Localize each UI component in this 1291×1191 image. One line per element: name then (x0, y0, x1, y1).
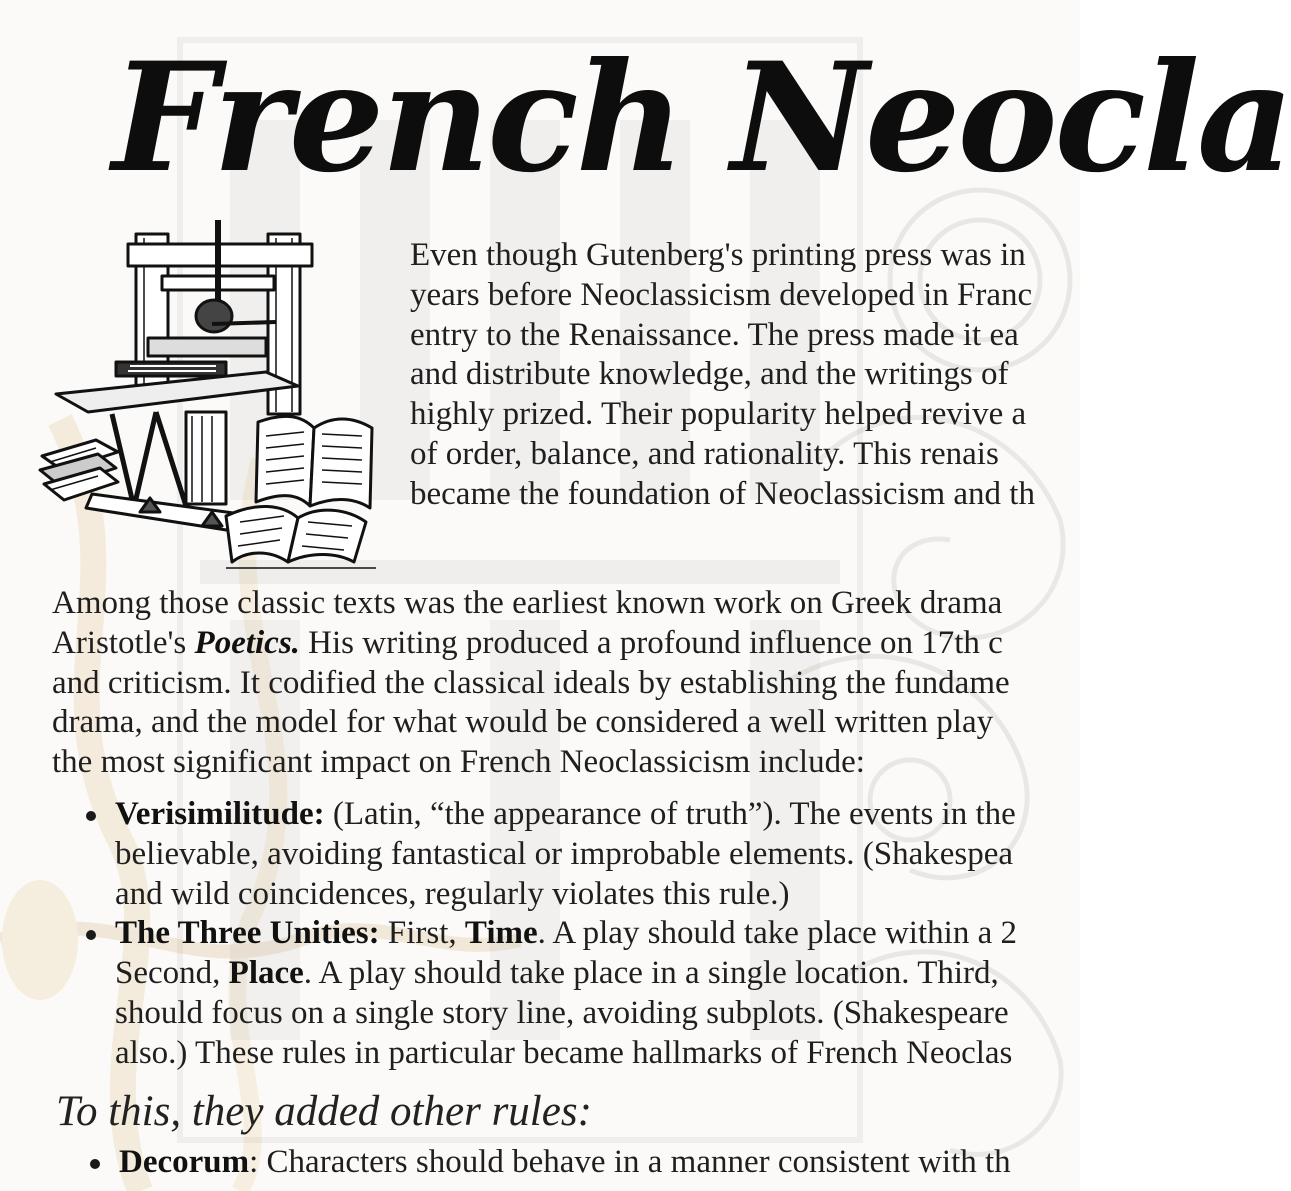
paragraph-line (52, 624, 1010, 664)
list-line: should focus on a single story line, avoiding subplots. (Shakespeare (115, 994, 1009, 1031)
unity-time: Time (464, 915, 538, 952)
paragraph-line: the most significant impact on French Neoclassicism include: (52, 744, 865, 781)
page-title: French Neocla (112, 30, 1291, 206)
list-item-decorum (119, 1143, 1011, 1183)
paragraph-text: His writing produced a profound influence on 17th c (299, 624, 1003, 661)
rule-text: : Characters should behave in a manner consistent with th (249, 1144, 1011, 1180)
bullet-icon (86, 930, 96, 940)
list-line (115, 795, 1017, 835)
rule-text: (Latin, “the appearance of truth”). The events in the (324, 796, 1016, 832)
added-rules-list (119, 1143, 1011, 1183)
rule-term: The Three Unities: (115, 915, 380, 952)
intro-line: highly prized. Their popularity helped revive a (410, 396, 1027, 433)
intro-line: and distribute knowledge, and the writings of (410, 356, 1009, 393)
bullet-icon (90, 1159, 100, 1169)
intro-line: Even though Gutenberg's printing press was in (410, 237, 1026, 273)
bullet-icon (86, 811, 96, 821)
rules-list (115, 795, 1017, 1074)
paragraph-text: Aristotle's (52, 624, 195, 661)
printing-press-illustration (36, 216, 396, 576)
section-subheading: To this, they added other rules: (56, 1088, 592, 1135)
list-line: believable, avoiding fantastical or improbable elements. (Shakespea (115, 835, 1014, 872)
rule-text: . A play should take place in a single location. Third, (303, 955, 999, 992)
list-line (115, 914, 1017, 954)
poetics-paragraph (52, 584, 1010, 783)
list-item-verisimilitude (115, 795, 1017, 914)
paragraph-line: and criticism. It codified the classical ideals by establishing the fundame (52, 664, 1010, 701)
rule-text: Second, (115, 955, 229, 992)
intro-line: became the foundation of Neoclassicism and th (410, 475, 1035, 512)
poetics-title: Poetics. (194, 624, 300, 661)
list-line (115, 954, 1017, 994)
rule-term: Decorum (119, 1144, 250, 1180)
paragraph-line: Among those classic texts was the earliest known work on Greek drama (52, 585, 1003, 621)
intro-line: years before Neoclassicism developed in Franc (410, 276, 1033, 313)
intro-line: entry to the Renaissance. The press made it ea (410, 316, 1019, 353)
unity-place: Place (228, 955, 304, 992)
list-line: and wild coincidences, regularly violates this rule.) (115, 875, 790, 912)
rule-text: First, (379, 915, 465, 952)
list-line (119, 1143, 1011, 1183)
intro-paragraph (410, 236, 1035, 515)
paragraph-line: drama, and the model for what would be considered a well written play (52, 704, 994, 741)
intro-line: of order, balance, and rationality. This renais (410, 435, 999, 472)
list-item-three-unities (115, 914, 1017, 1073)
rule-text: . A play should take place within a 2 (537, 915, 1017, 952)
list-line: also.) These rules in particular became hallmarks of French Neoclas (115, 1034, 1013, 1071)
rule-term: Verisimilitude: (115, 796, 325, 832)
